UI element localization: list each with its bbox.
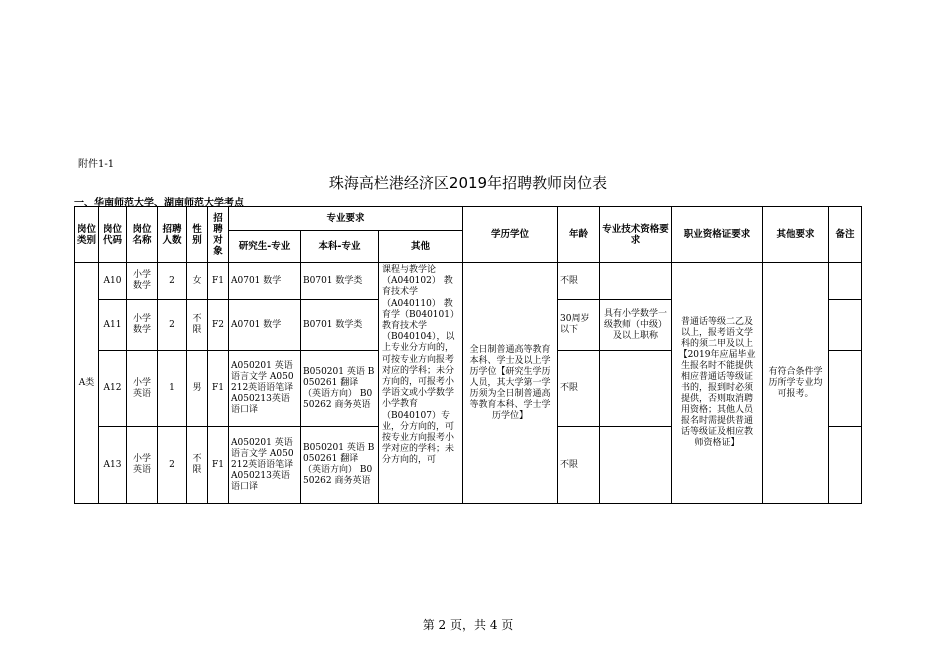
grad-major-cell: A0701 数学 [229,263,301,300]
page-footer: 第 2 页，共 4 页 [422,618,514,632]
ug-major-cell: B0701 数学类 [301,263,379,300]
gender-cell: 不限 [187,427,208,504]
age-cell: 30周岁以下 [558,300,600,351]
header-cert: 职业资格证要求 [672,207,763,263]
attachment-label: 附件1-1 [78,159,115,170]
title-req-cell [600,263,672,300]
ug-major-cell: B0701 数学类 [301,300,379,351]
header-remark: 备注 [829,207,862,263]
code-cell: A10 [99,263,127,300]
positions-table [74,206,862,504]
grad-major-cell: A0701 数学 [229,300,301,351]
age-cell: 不限 [558,427,600,504]
degree-cell: 全日制普通高等教育本科、学士及以上学历学位【研究生学历人员，其大学第一学历须为全日制普通高等教育本科、学士学历学位】 [463,263,558,504]
other-text: 课程与教学论（A040102） 教育技术学（A040110） 教育学（B040101） 教育技术学（B040104），以上专业分方向的，可按专业方向报考对应的学科；未分方向的，可报考小学语文或小学数学 小学教育（B040107）专业，分方向的，可按专业方向报考小学对应的学科；未分方向的，可 [382,265,459,466]
category-cell: A类 [75,263,99,504]
remark-cell [829,263,862,300]
remark-cell [829,300,862,351]
grad-major-cell: A050201 英语语言文学 A050212英语语笔译A050213英语语口译 [229,351,301,427]
name-cell: 小学数学 [127,300,158,351]
header-name: 岗位名称 [127,207,158,263]
header-major: 专业要求 [229,207,463,231]
title-req-cell [600,427,672,504]
target-cell: F2 [208,300,229,351]
age-cell: 不限 [558,351,600,427]
age-cell: 不限 [558,263,600,300]
target-cell: F1 [208,351,229,427]
header-degree: 学历学位 [463,207,558,263]
remark-cell [829,351,862,427]
header-target: 招聘对象 [208,207,229,263]
name-cell: 小学英语 [127,427,158,504]
header-category: 岗位类别 [75,207,99,263]
header-code: 岗位代码 [99,207,127,263]
count-cell: 2 [158,263,187,300]
cert-cell: 普通话等级二乙及以上，报考语文学科的须二甲及以上【2019年应届毕业生报名时不能提供相应普通话等级证书的，报到时必须提供，否则取消聘用资格；其他人员报名时需提供普通话等级证及相应教师资格证】 [672,263,763,504]
count-cell: 1 [158,351,187,427]
header-other: 其他 [379,231,463,263]
title-req-cell [600,351,672,427]
page-title: 珠海高栏港经济区2019年招聘教师岗位表 [328,174,608,192]
section-heading: 一、华南师范大学、湖南师范大学考点 [74,198,244,209]
code-cell: A12 [99,351,127,427]
count-cell: 2 [158,427,187,504]
name-cell: 小学英语 [127,351,158,427]
header-ug-major: 本科-专业 [301,231,379,263]
count-cell: 2 [158,300,187,351]
header-title-req: 专业技术资格要求 [600,207,672,263]
remark-cell [829,427,862,504]
header-age: 年龄 [558,207,600,263]
header-count: 招聘人数 [158,207,187,263]
ug-major-cell: B050201 英语 B050261 翻译（英语方向） B050262 商务英语 [301,427,379,504]
title-req-cell: 具有小学数学一级教师（中级）及以上职称 [600,300,672,351]
code-cell: A11 [99,300,127,351]
name-cell: 小学数学 [127,263,158,300]
gender-cell: 女 [187,263,208,300]
other-req-cell: 有符合条件学历所学专业均可报考。 [763,263,829,504]
header-other-req: 其他要求 [763,207,829,263]
code-cell: A13 [99,427,127,504]
other-cell [379,263,463,504]
gender-cell: 不限 [187,300,208,351]
target-cell: F1 [208,263,229,300]
ug-major-cell: B050201 英语 B050261 翻译（英语方向） B050262 商务英语 [301,351,379,427]
grad-major-cell: A050201 英语语言文学 A050212英语语笔译A050213英语语口译 [229,427,301,504]
header-gender: 性别 [187,207,208,263]
table-row [75,263,862,300]
header-grad-major: 研究生-专业 [229,231,301,263]
target-cell: F1 [208,427,229,504]
gender-cell: 男 [187,351,208,427]
